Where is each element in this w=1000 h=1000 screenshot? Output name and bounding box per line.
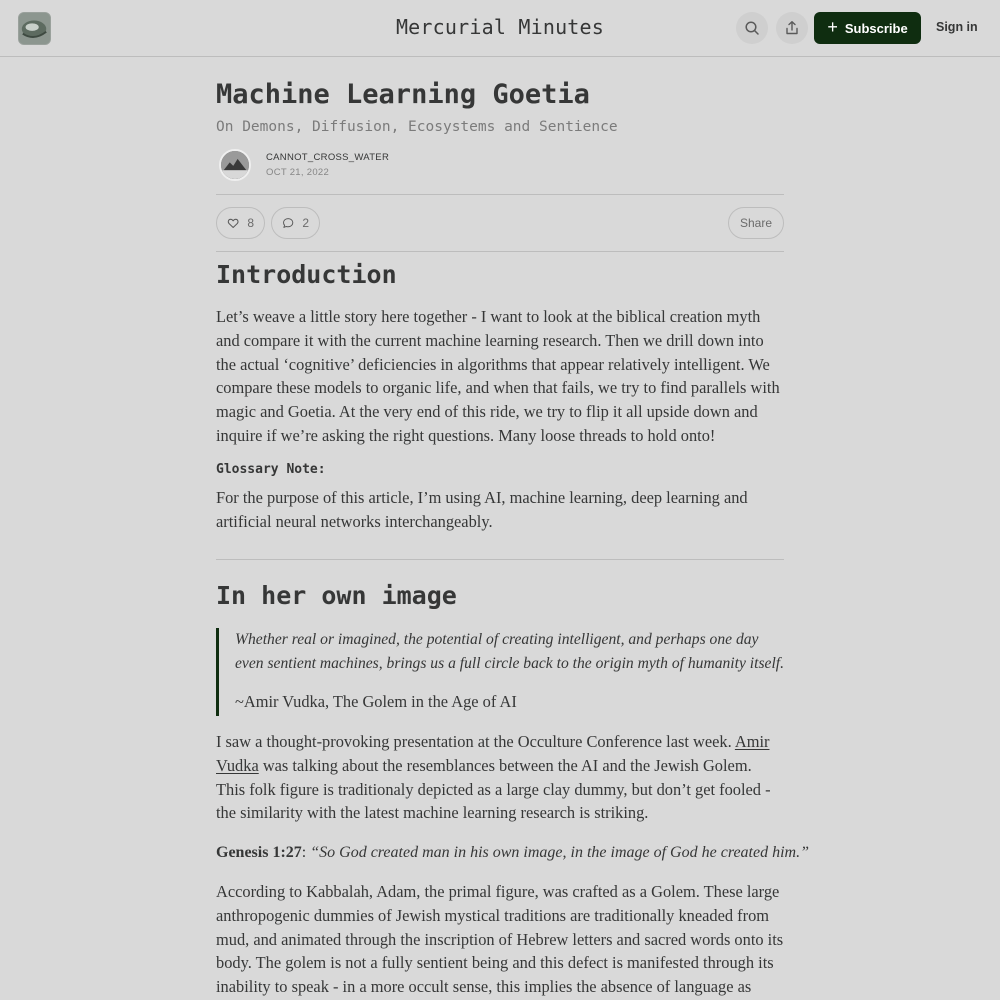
author-name[interactable]: CANNOT_CROSS_WATER: [266, 152, 390, 163]
occulture-text-before: I saw a thought-provoking presentation at the Occulture Conference last week.: [216, 732, 735, 751]
like-button[interactable]: [216, 207, 265, 239]
amir-vudka-link[interactable]: Amir Vudka: [216, 732, 770, 775]
glossary-note-label: Glossary Note:: [216, 462, 326, 477]
section-divider: [216, 559, 784, 560]
subscribe-button[interactable]: [814, 12, 921, 44]
sign-in-link[interactable]: Sign in: [936, 20, 978, 34]
occulture-text-after: was talking about the resemblances between the AI and the Jewish Golem. This folk figure is traditionaly depicted as a large clay dummy, but don’t get fooled - the similarity with the latest machine learning research is striking.: [216, 755, 771, 823]
plus-icon: +: [827, 17, 838, 37]
comment-count: 2: [302, 216, 309, 230]
post-subtitle: On Demons, Diffusion, Ecosystems and Sentience: [216, 119, 618, 135]
genesis-reference: Genesis 1:27: [216, 844, 302, 861]
comment-icon: [282, 215, 294, 231]
section-heading-introduction: Introduction: [216, 260, 397, 289]
section-heading-in-her-own-image: In her own image: [216, 581, 457, 610]
kabbalah-paragraph: According to Kabbalah, Adam, the primal figure, was crafted as a Golem. These large anthropogenic dummies of Jewish mystical traditions are traditionally kneaded from mud, and animated through the inscription of Hebrew letters and sacred words onto its body. The golem is not a fully sentient being and this defect is manifested through its inability to speak - in a more occult sense, this implies the absence of language as: [216, 882, 784, 997]
occulture-paragraph: [216, 730, 784, 825]
post-date: OCT 21, 2022: [266, 167, 330, 178]
share-post-button[interactable]: Share: [728, 207, 784, 239]
share-icon: [784, 20, 800, 36]
genesis-colon: :: [301, 844, 311, 861]
divider: [216, 194, 784, 195]
subscribe-label: Subscribe: [844, 20, 908, 36]
genesis-quote-paragraph: [216, 841, 809, 865]
author-avatar[interactable]: [219, 149, 251, 181]
top-bar: [0, 0, 1000, 57]
blockquote: [216, 628, 784, 716]
intro-paragraph: Let’s weave a little story here together - I want to look at the biblical creation myth and compare it with the current machine learning research. Then we drill down into the actual ‘cognitive’ deficiencies in algorithms that appear relatively intelligent. We compare these models to organic life, and when that fails, we try to find parallels with magic and Goetia. At the very end of this ride, we try to flip it all upside down and inquire if we’re asking the right questions. Many loose threads to hold onto!: [216, 307, 780, 445]
divider: [216, 251, 784, 252]
post-title: Machine Learning Goetia: [216, 79, 590, 110]
search-icon: [744, 20, 760, 36]
genesis-quote: “So God created man in his own image, in the image of God he created him.”: [310, 844, 809, 861]
quote-text: Whether real or imagined, the potential of creating intelligent, and perhaps one day even sentient machines, brings us a full circle back to the origin myth of humanity itself.: [235, 631, 785, 672]
quote-citation: ~Amir Vudka, The Golem in the Age of AI: [235, 691, 517, 711]
share-button[interactable]: [776, 12, 808, 44]
heart-icon: [227, 215, 239, 231]
glossary-paragraph: For the purpose of this article, I’m using AI, machine learning, deep learning and artificial neural networks interchangeably.: [216, 488, 748, 531]
publication-title[interactable]: Mercurial Minutes: [395, 15, 605, 39]
search-button[interactable]: [736, 12, 768, 44]
comment-button[interactable]: [271, 207, 320, 239]
like-count: 8: [247, 216, 254, 230]
